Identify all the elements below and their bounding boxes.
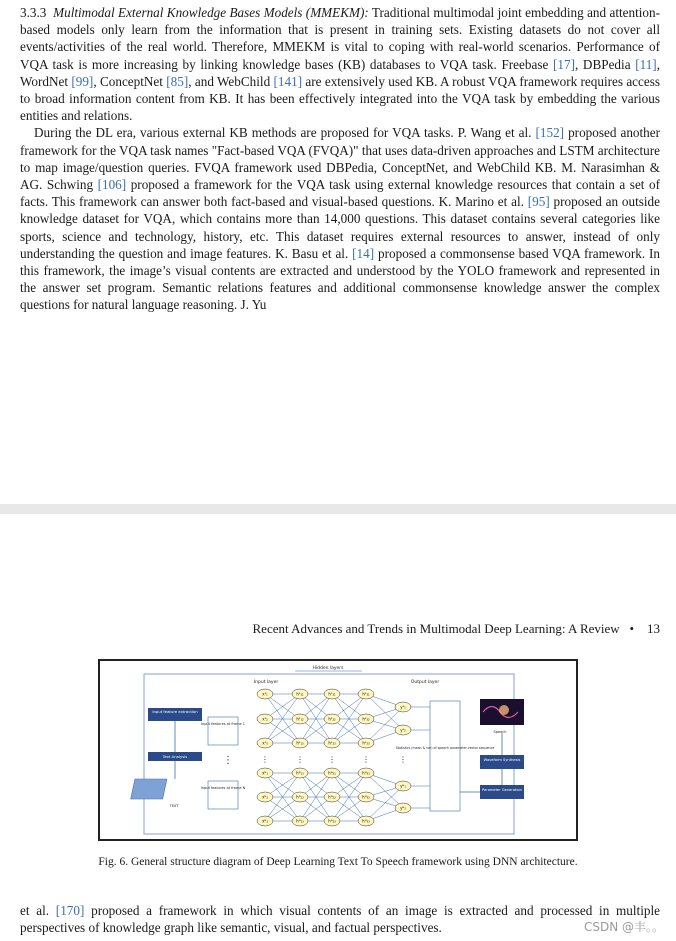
text-run: et al. bbox=[20, 903, 56, 918]
network-node-label: h¹₁₂ bbox=[296, 716, 304, 722]
text-run: proposed a framework for the VQA task using external knowledge resources that contain a set of facts. This framework can answer both fact-based and visual-based questions. K. Marino et al. bbox=[20, 177, 660, 210]
network-node-label: h¹₃₃ bbox=[362, 740, 370, 746]
network-node-label: xᴺ₃ bbox=[262, 818, 268, 824]
network-node-label: hᴺ₂₃ bbox=[328, 818, 336, 824]
text-run: Traditional multimodal joint embedding and attention-based models only learn from the information that is present in training sets. Existing datasets do not cover all events/activities of the real world. Therefore, MMEKM is vital to coping with real-world scenarios. Performance of VQA task is more increasing by linking knowledge bases (KB) databases to VQA task. Freebase bbox=[20, 5, 661, 72]
network-node-label: h¹₂₃ bbox=[328, 740, 336, 746]
statistics-label: Statistics (mean & var) of speech parameter vector sequence bbox=[395, 746, 495, 750]
network-edge bbox=[366, 707, 403, 743]
speaker-head-shape bbox=[499, 705, 509, 715]
network-node-label: hᴺ₂₁ bbox=[328, 770, 336, 776]
figure-caption: Fig. 6. General structure diagram of Deep Learning Text To Speech framework using DNN architecture. bbox=[98, 856, 578, 868]
watermark: CSDN @丰。。 bbox=[583, 920, 664, 934]
running-head-bullet: • bbox=[629, 621, 634, 636]
text-run: , WordNet bbox=[20, 56, 660, 89]
network-node-label: h¹₂₂ bbox=[328, 716, 336, 722]
network-node-label: yᴺ₁ bbox=[400, 783, 406, 789]
network-node-label: hᴺ₁₁ bbox=[296, 770, 304, 776]
layer-dots: ⋮ bbox=[261, 755, 269, 764]
network-node-label: yᴺ₂ bbox=[400, 805, 406, 811]
frame-dots: ⋮ bbox=[223, 755, 233, 766]
citation-link[interactable]: [17] bbox=[552, 56, 575, 72]
input-layer-label: Input layer bbox=[253, 680, 279, 685]
hidden-layers-label: Hidden layers bbox=[312, 666, 344, 671]
citation-link[interactable]: [170] bbox=[55, 903, 85, 918]
text-run: proposed another framework for the VQA task names "Fact-based VQA (FVQA)" that uses data-driven approaches and LSTM architecture to map image/question queries. FVQA framework used DBPedia, ConceptNet, and WebChild KB. M. Narasimhan & AG. Schwing bbox=[20, 125, 661, 193]
text-run: , ConceptNet bbox=[93, 73, 167, 89]
text-run: During the DL era, various external KB methods are proposed for VQA tasks. P. Wang et al. bbox=[34, 125, 536, 141]
section-title: 3.3.3 Multimodal External Knowledge Bases Models (MMEKM): bbox=[20, 5, 369, 20]
tts-dnn-diagram bbox=[100, 661, 576, 839]
paragraph-1 bbox=[20, 5, 660, 123]
layer-dots: ⋮ bbox=[328, 755, 336, 764]
text-doc-label: TEXT bbox=[169, 804, 179, 808]
citation-link[interactable]: [95] bbox=[527, 194, 550, 210]
network-node-label: h¹₁₁ bbox=[296, 691, 304, 697]
text-run: proposed a commonsense based VQA framework. In this framework, the image’s visual contents are extracted and understood by the YOLO framework and represented in the answer set program. Semantic relations features and additional commonsense knowledge answer the complex questions for natural language reasoning. J. Yu bbox=[20, 245, 660, 313]
text-document-icon bbox=[131, 779, 167, 799]
text-run: , and WebChild bbox=[188, 73, 274, 89]
network-node-label: h¹₃₁ bbox=[362, 691, 370, 697]
network-node-label: hᴺ₃₁ bbox=[362, 770, 370, 776]
citation-link[interactable]: [11] bbox=[635, 56, 657, 72]
network-node-label: x¹₃ bbox=[262, 740, 268, 746]
citation-link[interactable]: [99] bbox=[71, 73, 94, 89]
section-3-3-3 bbox=[20, 4, 660, 314]
output-layer-label: Output layer bbox=[410, 680, 440, 685]
network-node-label: h¹₁₃ bbox=[296, 740, 304, 746]
paragraph-2 bbox=[20, 124, 660, 313]
network-node-label: x¹₁ bbox=[262, 691, 268, 697]
network-node-label: xᴺ₁ bbox=[262, 770, 268, 776]
network-node-label: y¹₁ bbox=[400, 704, 406, 710]
citation-link[interactable]: [141] bbox=[273, 73, 303, 89]
input-features-frame-n-label: Input features at frame N bbox=[200, 786, 246, 790]
paragraph-3 bbox=[20, 902, 660, 936]
text-analysis-label: Text Analysis bbox=[162, 754, 188, 759]
page-divider bbox=[0, 504, 676, 514]
network-node-label: hᴺ₂₂ bbox=[328, 794, 336, 800]
text-run: are extensively used KB. A robust VQA framework requires access to broad information content from KB. It has been effectively integrated into the VQA task by embedding the various entities and relations. bbox=[20, 73, 660, 124]
speech-label: Speech bbox=[493, 730, 507, 734]
citation-link[interactable]: [106] bbox=[97, 177, 127, 193]
network-node-label: hᴺ₃₂ bbox=[362, 794, 370, 800]
network-node-label: y¹₂ bbox=[400, 727, 406, 733]
text-run: , DBPedia bbox=[574, 56, 636, 72]
network-node-label: h¹₂₁ bbox=[328, 691, 336, 697]
parameter-generation-label: Parameter Generation bbox=[482, 788, 522, 792]
statistics-box bbox=[430, 701, 460, 811]
network-node-label: xᴺ₂ bbox=[262, 794, 268, 800]
text-run: proposed a framework in which visual contents of an image is extracted and processed in multiple perspectives of knowledge graph like semantic, visual, and factual perspectives. bbox=[20, 903, 660, 936]
network-node-label: h¹₃₂ bbox=[362, 716, 370, 722]
page-number: 13 bbox=[647, 621, 660, 636]
text-run: proposed an outside knowledge dataset for VQA, which contains more than 14,000 questions. This dataset contains several categories like sports, science and technology, history, etc. This dataset requires external resources to answer, instead of only understanding the question and image features. K. Basu et al. bbox=[20, 194, 660, 261]
citation-link[interactable]: [85] bbox=[166, 73, 189, 89]
running-head bbox=[0, 621, 660, 637]
layer-dots: ⋮ bbox=[399, 755, 407, 764]
network-node-label: hᴺ₁₂ bbox=[296, 794, 304, 800]
layer-dots: ⋮ bbox=[362, 755, 370, 764]
network-node-label: x¹₂ bbox=[262, 716, 268, 722]
citation-link[interactable]: [152] bbox=[535, 125, 565, 141]
input-feature-extraction-label: Input feature extraction bbox=[152, 709, 198, 714]
waveform-synthesis-label: Waveform Synthesis bbox=[483, 758, 521, 762]
network-node-label: hᴺ₃₃ bbox=[362, 818, 370, 824]
figure-6 bbox=[98, 659, 578, 841]
input-features-frame-1-label: Input features at frame 1 bbox=[200, 722, 246, 726]
dnn-network bbox=[257, 689, 430, 826]
layer-dots: ⋮ bbox=[296, 755, 304, 764]
network-node-label: hᴺ₁₃ bbox=[296, 818, 304, 824]
running-head-title: Recent Advances and Trends in Multimodal Deep Learning: A Review bbox=[252, 621, 620, 636]
citation-link[interactable]: [14] bbox=[352, 245, 375, 261]
